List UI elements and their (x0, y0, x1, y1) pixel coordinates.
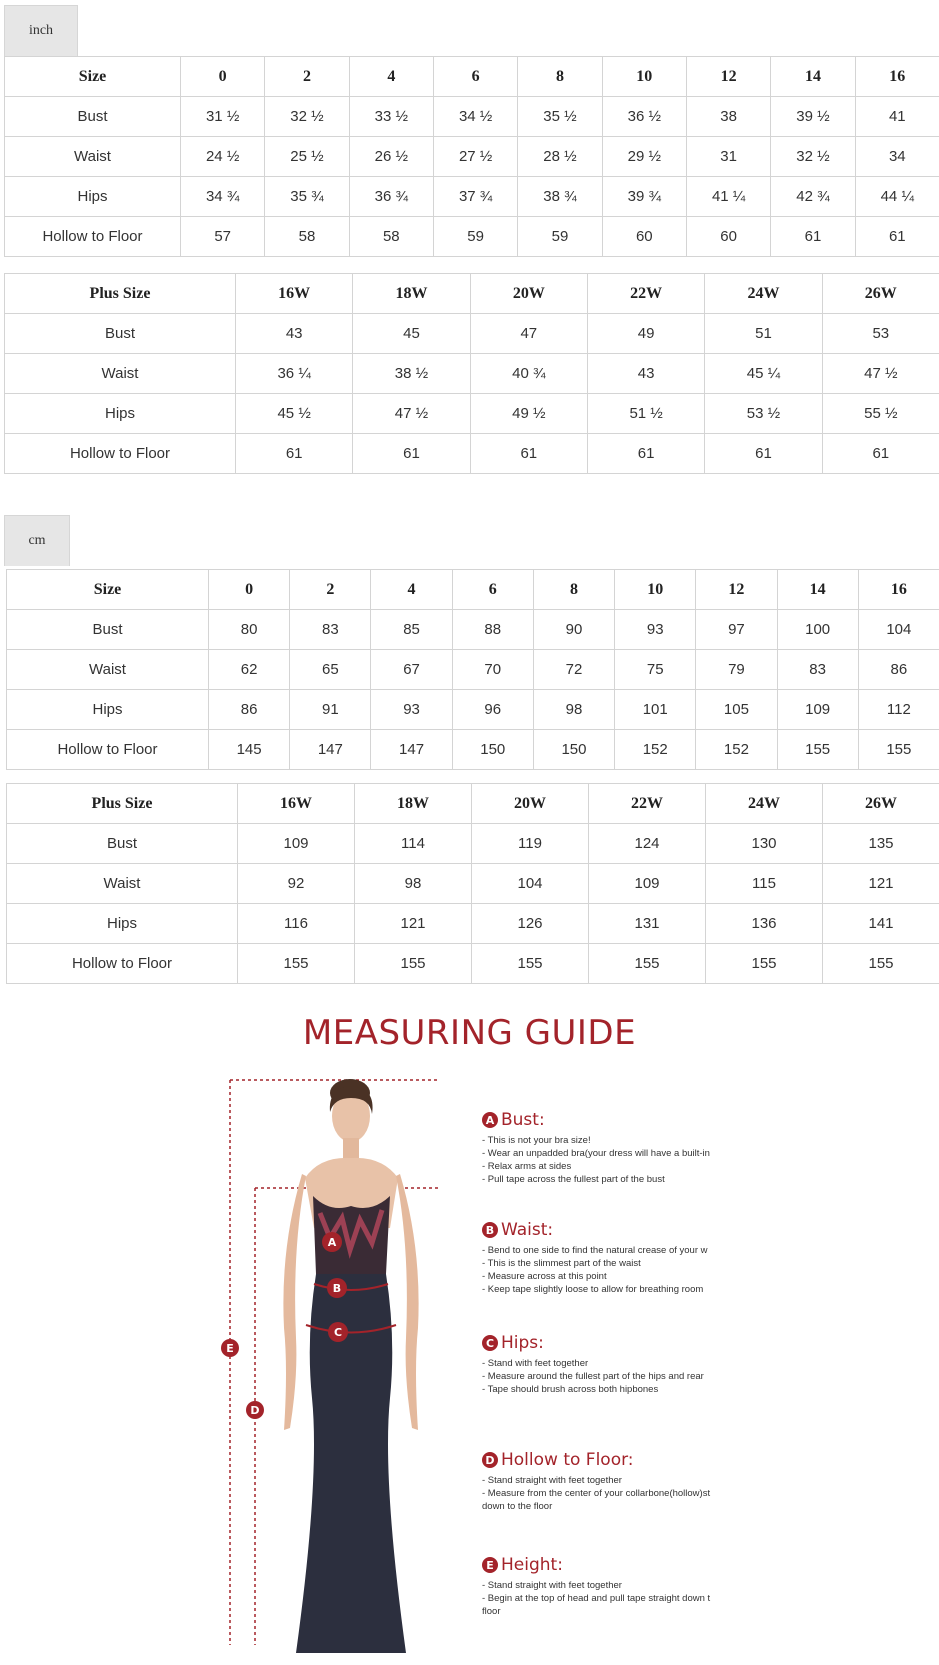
table-row (7, 864, 939, 904)
table-cell: 86 (209, 690, 290, 730)
row-label: Hollow to Floor (5, 217, 181, 257)
table-cell: 121 (823, 864, 939, 904)
table-cell: 109 (589, 864, 706, 904)
header-cell: Size (5, 57, 181, 97)
table-cell: 27 ½ (433, 137, 517, 177)
guide-section-heading (482, 1555, 747, 1575)
row-label: Hollow to Floor (5, 434, 236, 474)
table-cell: 119 (472, 824, 589, 864)
table-cell: 61 (855, 217, 939, 257)
row-label: Waist (5, 354, 236, 394)
table-cell: 155 (355, 944, 472, 984)
table-header-row (5, 274, 939, 314)
row-label: Bust (5, 97, 181, 137)
row-label: Hips (5, 177, 181, 217)
table-header-row (7, 570, 939, 610)
table-cell: 105 (696, 690, 777, 730)
table-cell: 155 (858, 730, 939, 770)
guide-section-hips (482, 1333, 747, 1396)
table-cell: 25 ½ (265, 137, 349, 177)
table-cell: 152 (696, 730, 777, 770)
table-row (7, 610, 939, 650)
header-cell: 16 (855, 57, 939, 97)
row-label: Hips (5, 394, 236, 434)
letter-badge: D (482, 1452, 498, 1468)
guide-instruction: - Keep tape slightly loose to allow for breathing room (482, 1284, 704, 1295)
table-cell: 53 (822, 314, 939, 354)
table-row (5, 434, 939, 474)
table-cell: 24 ½ (181, 137, 265, 177)
table-cell: 39 ¾ (602, 177, 686, 217)
marker-a: A (327, 1236, 337, 1249)
guide-instruction: - Pull tape across the fullest part of the bust (482, 1174, 665, 1185)
row-label: Bust (7, 610, 209, 650)
table-cell: 98 (355, 864, 472, 904)
marker-c: C (333, 1326, 343, 1339)
table-cell: 49 ½ (470, 394, 587, 434)
header-cell: 18W (355, 784, 472, 824)
table-cell: 55 ½ (822, 394, 939, 434)
table-cell: 141 (823, 904, 939, 944)
guide-section-bust (482, 1110, 747, 1186)
table-cell: 93 (615, 610, 696, 650)
header-cell: 14 (771, 57, 855, 97)
table-cell: 86 (858, 650, 939, 690)
table-cell: 85 (371, 610, 452, 650)
guide-section-heading (482, 1333, 747, 1353)
guide-instruction: - Wear an unpadded bra(your dress will have a built-in (482, 1148, 710, 1159)
header-cell: 14 (777, 570, 858, 610)
guide-section-title: Height: (501, 1555, 563, 1575)
table-cell: 44 ¼ (855, 177, 939, 217)
table-header-row (7, 784, 939, 824)
table-cell: 155 (238, 944, 355, 984)
table-cell: 155 (589, 944, 706, 984)
table-cell: 34 ¾ (181, 177, 265, 217)
row-label: Hollow to Floor (7, 944, 238, 984)
table-row (5, 217, 939, 257)
table-row (5, 97, 939, 137)
table-cell: 114 (355, 824, 472, 864)
dress-figure (210, 1078, 475, 1653)
table-cell: 61 (470, 434, 587, 474)
header-cell: 16W (236, 274, 353, 314)
cm-size-table (6, 569, 939, 770)
header-cell: 24W (705, 274, 822, 314)
header-cell: 16W (238, 784, 355, 824)
table-cell: 65 (290, 650, 371, 690)
header-cell: 4 (371, 570, 452, 610)
header-cell: Size (7, 570, 209, 610)
guide-instruction: - Tape should brush across both hipbones (482, 1384, 659, 1395)
table-cell: 35 ½ (518, 97, 602, 137)
guide-instruction: - This is the slimmest part of the waist (482, 1258, 641, 1269)
row-label: Bust (7, 824, 238, 864)
table-cell: 100 (777, 610, 858, 650)
table-cell: 35 ¾ (265, 177, 349, 217)
header-cell: 2 (290, 570, 371, 610)
table-row (7, 904, 939, 944)
table-cell: 40 ¾ (470, 354, 587, 394)
table-cell: 61 (353, 434, 470, 474)
guide-instruction: - Bend to one side to find the natural crease of your w (482, 1245, 708, 1256)
row-label: Bust (5, 314, 236, 354)
table-cell: 43 (236, 314, 353, 354)
header-cell: 16 (858, 570, 939, 610)
row-label: Hollow to Floor (7, 730, 209, 770)
table-cell: 124 (589, 824, 706, 864)
table-cell: 150 (533, 730, 614, 770)
marker-b: B (332, 1282, 342, 1295)
table-cell: 34 (855, 137, 939, 177)
guide-instruction: - Stand with feet together (482, 1358, 589, 1369)
table-cell: 155 (823, 944, 939, 984)
table-cell: 115 (706, 864, 823, 904)
table-cell: 37 ¾ (433, 177, 517, 217)
guide-instruction: floor (482, 1606, 501, 1617)
table-cell: 147 (371, 730, 452, 770)
table-cell: 43 (587, 354, 704, 394)
table-cell: 80 (209, 610, 290, 650)
table-cell: 45 (353, 314, 470, 354)
table-cell: 67 (371, 650, 452, 690)
header-cell: 4 (349, 57, 433, 97)
inch-plus-size-table (4, 273, 939, 474)
header-cell: 6 (452, 570, 533, 610)
header-cell: Plus Size (7, 784, 238, 824)
guide-instruction: - Measure across at this point (482, 1271, 607, 1282)
header-cell: 10 (602, 57, 686, 97)
letter-badge: A (482, 1112, 498, 1128)
table-cell: 83 (777, 650, 858, 690)
table-cell: 155 (472, 944, 589, 984)
table-row (7, 824, 939, 864)
table-cell: 36 ¼ (236, 354, 353, 394)
table-cell: 38 (686, 97, 770, 137)
guide-instruction: - Begin at the top of head and pull tape straight down t (482, 1593, 711, 1604)
table-cell: 28 ½ (518, 137, 602, 177)
guide-instruction: - Measure from the center of your collarbone(hollow)st (482, 1488, 711, 1499)
guide-section-title: Hollow to Floor: (501, 1450, 634, 1470)
guide-section-heading (482, 1110, 747, 1130)
guide-instruction: - This is not your bra size! (482, 1135, 591, 1146)
header-cell: 10 (615, 570, 696, 610)
table-cell: 131 (589, 904, 706, 944)
guide-section-title: Bust: (501, 1110, 545, 1130)
table-cell: 47 ½ (353, 394, 470, 434)
table-cell: 53 ½ (705, 394, 822, 434)
table-cell: 145 (209, 730, 290, 770)
guide-section-title: Hips: (501, 1333, 544, 1353)
table-cell: 26 ½ (349, 137, 433, 177)
header-cell: 22W (587, 274, 704, 314)
table-cell: 36 ¾ (349, 177, 433, 217)
table-row (7, 650, 939, 690)
row-label: Waist (7, 864, 238, 904)
header-cell: 12 (696, 570, 777, 610)
table-cell: 83 (290, 610, 371, 650)
row-label: Hips (7, 690, 209, 730)
table-cell: 45 ½ (236, 394, 353, 434)
table-cell: 33 ½ (349, 97, 433, 137)
table-cell: 90 (533, 610, 614, 650)
table-cell: 104 (858, 610, 939, 650)
guide-section-hollow-to-floor (482, 1450, 747, 1513)
guide-section-heading (482, 1220, 747, 1240)
table-cell: 29 ½ (602, 137, 686, 177)
guide-instruction: - Measure around the fullest part of the hips and rear (482, 1371, 704, 1382)
guide-instruction: - Stand straight with feet together (482, 1580, 622, 1591)
letter-badge: E (482, 1557, 498, 1573)
table-cell: 61 (587, 434, 704, 474)
guide-instruction: down to the floor (482, 1501, 553, 1512)
table-cell: 109 (777, 690, 858, 730)
header-cell: 22W (589, 784, 706, 824)
header-cell: 18W (353, 274, 470, 314)
table-cell: 41 ¼ (686, 177, 770, 217)
guide-section-waist (482, 1220, 747, 1296)
guide-instruction: - Relax arms at sides (482, 1161, 572, 1172)
table-header-row (5, 57, 939, 97)
header-cell: 24W (706, 784, 823, 824)
guide-section-height (482, 1555, 747, 1618)
table-cell: 38 ½ (353, 354, 470, 394)
table-cell: 79 (696, 650, 777, 690)
header-cell: 8 (518, 57, 602, 97)
unit-tab-cm: cm (4, 515, 70, 566)
table-cell: 34 ½ (433, 97, 517, 137)
table-cell: 91 (290, 690, 371, 730)
table-cell: 136 (706, 904, 823, 944)
measuring-guide-title: MEASURING GUIDE (302, 1013, 637, 1053)
table-cell: 147 (290, 730, 371, 770)
table-cell: 72 (533, 650, 614, 690)
header-cell: 2 (265, 57, 349, 97)
table-cell: 32 ½ (771, 137, 855, 177)
row-label: Hips (7, 904, 238, 944)
table-cell: 97 (696, 610, 777, 650)
header-cell: 0 (181, 57, 265, 97)
table-cell: 130 (706, 824, 823, 864)
table-cell: 62 (209, 650, 290, 690)
header-cell: 0 (209, 570, 290, 610)
table-cell: 98 (533, 690, 614, 730)
table-cell: 88 (452, 610, 533, 650)
table-cell: 61 (236, 434, 353, 474)
table-cell: 116 (238, 904, 355, 944)
header-cell: 6 (433, 57, 517, 97)
table-cell: 121 (355, 904, 472, 944)
guide-section-heading (482, 1450, 747, 1470)
table-cell: 92 (238, 864, 355, 904)
table-cell: 45 ¼ (705, 354, 822, 394)
table-cell: 60 (602, 217, 686, 257)
table-cell: 104 (472, 864, 589, 904)
table-cell: 70 (452, 650, 533, 690)
guide-section-title: Waist: (501, 1220, 554, 1240)
table-cell: 47 (470, 314, 587, 354)
table-cell: 38 ¾ (518, 177, 602, 217)
table-cell: 112 (858, 690, 939, 730)
letter-badge: C (482, 1335, 498, 1351)
table-cell: 59 (518, 217, 602, 257)
table-cell: 31 ½ (181, 97, 265, 137)
guide-instruction: - Stand straight with feet together (482, 1475, 622, 1486)
table-cell: 96 (452, 690, 533, 730)
table-row (7, 690, 939, 730)
table-cell: 42 ¾ (771, 177, 855, 217)
table-cell: 93 (371, 690, 452, 730)
table-cell: 101 (615, 690, 696, 730)
unit-tab-inch: inch (4, 5, 78, 56)
header-cell: 20W (472, 784, 589, 824)
header-cell: 20W (470, 274, 587, 314)
letter-badge: B (482, 1222, 498, 1238)
table-row (5, 314, 939, 354)
table-cell: 51 ½ (587, 394, 704, 434)
marker-d: D (250, 1404, 260, 1417)
table-cell: 152 (615, 730, 696, 770)
table-cell: 135 (823, 824, 939, 864)
table-cell: 39 ½ (771, 97, 855, 137)
marker-e: E (226, 1342, 234, 1355)
row-label: Waist (5, 137, 181, 177)
table-row (5, 137, 939, 177)
header-cell: 8 (533, 570, 614, 610)
table-cell: 57 (181, 217, 265, 257)
table-cell: 61 (705, 434, 822, 474)
header-cell: 26W (823, 784, 939, 824)
cm-plus-size-table (6, 783, 939, 984)
table-cell: 61 (822, 434, 939, 474)
table-row (7, 730, 939, 770)
table-cell: 32 ½ (265, 97, 349, 137)
table-cell: 47 ½ (822, 354, 939, 394)
table-cell: 58 (265, 217, 349, 257)
table-cell: 60 (686, 217, 770, 257)
table-row (5, 177, 939, 217)
table-cell: 41 (855, 97, 939, 137)
header-cell: Plus Size (5, 274, 236, 314)
table-row (5, 354, 939, 394)
table-row (5, 394, 939, 434)
table-cell: 36 ½ (602, 97, 686, 137)
inch-size-table (4, 56, 939, 257)
header-cell: 26W (822, 274, 939, 314)
row-label: Waist (7, 650, 209, 690)
table-cell: 155 (777, 730, 858, 770)
table-cell: 109 (238, 824, 355, 864)
table-cell: 61 (771, 217, 855, 257)
table-cell: 75 (615, 650, 696, 690)
table-cell: 126 (472, 904, 589, 944)
table-row (7, 944, 939, 984)
table-cell: 51 (705, 314, 822, 354)
header-cell: 12 (686, 57, 770, 97)
table-cell: 59 (433, 217, 517, 257)
table-cell: 49 (587, 314, 704, 354)
table-cell: 31 (686, 137, 770, 177)
table-cell: 58 (349, 217, 433, 257)
table-cell: 150 (452, 730, 533, 770)
table-cell: 155 (706, 944, 823, 984)
